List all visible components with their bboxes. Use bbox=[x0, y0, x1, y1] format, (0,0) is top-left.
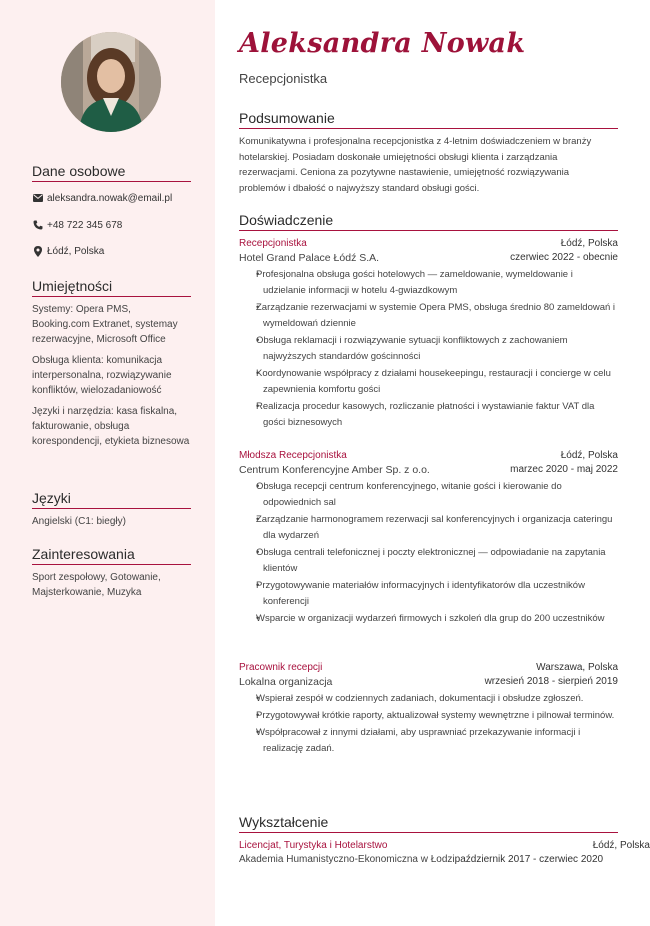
bullet-item: • Zarządzanie rezerwacjami w systemie Opera PMS, obsługa średnio 80 zameldowań i wymeldowań dziennie bbox=[239, 300, 618, 332]
job-bullets bbox=[239, 691, 618, 757]
bullet-item: • Zarządzanie harmonogramem rezerwacji sal konferencyjnych i organizacja cateringu dla wydarzeń bbox=[239, 512, 618, 544]
phone-icon bbox=[32, 220, 43, 231]
personal-heading: Dane osobowe bbox=[32, 163, 191, 182]
bullet-item: • Profesjonalna obsługa gości hotelowych — zameldowanie, wymeldowanie i udzielanie informacji w hotelu 4-gwiazdkowym bbox=[239, 267, 618, 299]
skills-heading: Umiejętności bbox=[32, 278, 191, 297]
job-title: Pracownik recepcji bbox=[239, 662, 323, 673]
job-company: Centrum Konferencyjne Amber Sp. z o.o. bbox=[239, 464, 430, 476]
bullet-item: • Wsparcie w organizacji wydarzeń firmowych i szkoleń dla grup do 200 uczestników bbox=[239, 611, 618, 627]
job-dates: wrzesień 2018 - sierpień 2019 bbox=[484, 676, 618, 687]
profile-photo bbox=[61, 32, 161, 132]
bullet-item: • Obsługa centrali telefonicznej i poczty elektronicznej — odpowiadanie na zapytania klientów bbox=[239, 545, 618, 577]
contact-email-row bbox=[32, 191, 191, 205]
job-location: Łódź, Polska bbox=[560, 450, 618, 461]
bullet-item: • Koordynowanie współpracy z działami housekeepingu, restauracji i concierge w celu zapewnienia komfortu gości bbox=[239, 366, 618, 398]
job-location: Warszawa, Polska bbox=[536, 662, 618, 673]
skill-item: Systemy: Opera PMS, Booking.com Extranet, systemay rezerwacyjne, Microsoft Office bbox=[32, 304, 178, 345]
job-entry bbox=[239, 661, 618, 758]
education-dates: październik 2017 - czerwiec 2020 bbox=[454, 854, 604, 865]
map-pin-icon bbox=[32, 246, 43, 257]
envelope-icon bbox=[32, 193, 43, 204]
skill-item: Języki i narzędzia: kasa fiskalna, fakturowanie, obsługa korespondencji, etykieta biznesowa bbox=[32, 406, 190, 447]
summary-heading: Podsumowanie bbox=[239, 110, 618, 129]
candidate-title: Recepcjonistka bbox=[239, 71, 328, 86]
contact-email[interactable]: aleksandra.nowak@email.pl bbox=[47, 192, 173, 204]
bullet-item: • Obsługa recepcji centrum konferencyjnego, witanie gości i kierowanie do odpowiednich sal bbox=[239, 479, 618, 511]
bullet-item: • Współpracował z innymi działami, aby usprawniać przekazywanie informacji i realizację zadań. bbox=[239, 725, 618, 757]
bullet-item: • Obsługa reklamacji i rozwiązywanie sytuacji konfliktowych z zachowaniem najwyższych standardów gościnności bbox=[239, 333, 618, 365]
bullet-item: • Przygotowywanie materiałów informacyjnych i identyfikatorów dla uczestników konferencji bbox=[239, 578, 618, 610]
main-content bbox=[215, 0, 650, 926]
bullet-item: • Realizacja procedur kasowych, rozliczanie płatności i wystawianie faktur VAT dla gości biznesowych bbox=[239, 399, 618, 431]
interests-text: Sport zespołowy, Gotowanie, Majsterkowanie, Muzyka bbox=[32, 572, 161, 598]
language-item: Angielski (C1: biegły) bbox=[32, 516, 126, 527]
job-bullets bbox=[239, 267, 618, 431]
education-location: Łódź, Polska bbox=[592, 840, 650, 851]
education-entry bbox=[239, 839, 650, 867]
profile-photo-image bbox=[61, 32, 161, 132]
job-dates: czerwiec 2022 - obecnie bbox=[510, 252, 618, 263]
sidebar bbox=[0, 0, 215, 926]
interests-section bbox=[32, 546, 191, 600]
skill-item: Obsługa klienta: komunikacja interpersonalna, rozwiązywanie konfliktów, wielozadaniowość bbox=[32, 355, 172, 396]
contact-phone-row bbox=[32, 218, 191, 232]
education-degree: Licencjat, Turystyka i Hotelarstwo bbox=[239, 840, 388, 851]
job-company: Hotel Grand Palace Łódź S.A. bbox=[239, 252, 380, 264]
job-entry bbox=[239, 237, 618, 432]
languages-section bbox=[32, 490, 191, 529]
bullet-item: • Przygotowywał krótkie raporty, aktualizował systemy wewnętrzne i pilnował terminów. bbox=[239, 708, 618, 724]
job-bullets bbox=[239, 479, 618, 627]
job-entry bbox=[239, 449, 618, 628]
job-company: Lokalna organizacja bbox=[239, 676, 333, 688]
job-dates: marzec 2020 - maj 2022 bbox=[510, 464, 618, 475]
candidate-name: Aleksandra Nowak bbox=[239, 28, 526, 59]
summary-text: Komunikatywna i profesjonalna recepcjonistka z 4-letnim doświadczeniem w branży hotelarskiej. Posiadam doskonałe umiejętności obsługi klienta i zarządzania rezerwacjami. Ceniona za pozytywne nastawienie, umiejętność rozwiązywania problemów i dbałość o najwyższy standard obsługi gości. bbox=[239, 136, 592, 194]
education-school: Akademia Humanistyczno-Ekonomiczna w Łodzi bbox=[239, 854, 455, 865]
education-heading: Wykształcenie bbox=[239, 814, 618, 833]
skills-section bbox=[32, 278, 191, 449]
job-location: Łódź, Polska bbox=[560, 238, 618, 249]
contact-location: Łódź, Polska bbox=[47, 245, 105, 257]
job-title: Młodsza Recepcjonistka bbox=[239, 450, 347, 461]
interests-heading: Zainteresowania bbox=[32, 546, 191, 565]
languages-heading: Języki bbox=[32, 490, 191, 509]
contact-phone[interactable]: +48 722 345 678 bbox=[47, 219, 123, 231]
job-title: Recepcjonistka bbox=[239, 238, 307, 249]
experience-heading: Doświadczenie bbox=[239, 212, 618, 231]
contact-location-row bbox=[32, 244, 191, 258]
personal-section bbox=[32, 163, 191, 258]
bullet-item: • Wspierał zespół w codziennych zadaniach, dokumentacji i obsłudze zgłoszeń. bbox=[239, 691, 618, 707]
